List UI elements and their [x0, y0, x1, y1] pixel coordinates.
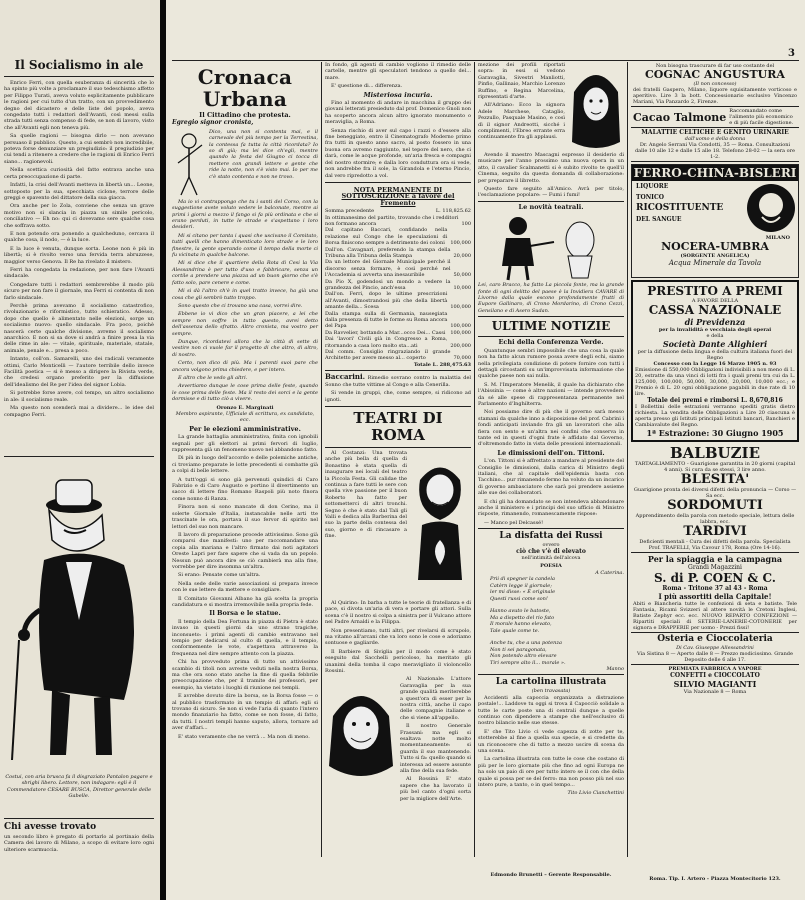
- poem-line: Prii di spegner la candela: [490, 576, 555, 583]
- ad-nocera-brand: NOCERA-UMBRA: [661, 240, 769, 253]
- caricature-caption: Costui, con aria brusca fa il disgraziato Pantalon pagare e sbrighi libero. Lettore, non indagare: egli è il Commendatore CESARE BUSCA, Direttor generale delle Gabelle.: [5, 774, 153, 800]
- cronaca-paragraph: Mi si citano per tanta i quasi che uscivano il Comitato, tutti quelli che hanno dimenticato loro strade e le loro finestre, la gente sperando come il tempo della morte ci fu vicinata in qualche balcone.: [172, 232, 318, 259]
- cronaca-paragraph: Mi si dà l'altro ch'è in quel tratto invece, ha già una cosa che gli sembrò tutto troppo.: [172, 288, 318, 301]
- left-paragraph: E la luce è venuta, dunque sorta. Leone non è più in libertà; si è rivolto verso una fervida terra abruzzese, maggior verso Genova. Il Re ha rivelato il mistero.: [4, 245, 154, 265]
- subscription-donor: Somma precedente: [325, 208, 375, 215]
- dimissioni-title: Le dimissioni dell'on. Tittoni.: [497, 448, 605, 457]
- actor-caricature-illustration: [410, 450, 470, 600]
- subscription-donor: Dall'on. Ferri, dopo le ultime prescrizioni all'Avanti, dimostrandosi più che della libertà amante della... Scesa: [325, 291, 448, 311]
- gerente-footer: Edmondo Brunetti – Gerente Responsabile.: [490, 872, 612, 878]
- vendita-text: Si vende in gruppi, che, come sempre, si ridicono ad ignoti.: [325, 390, 471, 403]
- left-paragraph: Intanto, coll'on. Samarelli, uno dei radicali veramente ottimi, Carlo Monticelli — l'autore terribile dello invece Facilità poetica — si è messo a dirigere la Rivista verde, che credesi organo preferito per la diffusione dell'idealismo del Re per l'idea del signor Lobia.: [4, 356, 154, 388]
- actress-portrait-illustration: [568, 62, 624, 152]
- subscription-line: [325, 259, 471, 278]
- cronaca-paragraph: Certo, non dico di più. Ma i parenti suoi pare che ancora volgono prima chiedere, e per intero.: [172, 360, 318, 373]
- poem-line: Tale quale come te.: [490, 627, 540, 634]
- col3-p3: Questo fare seguito all'Amico. Avrà per titolo, l'esclamazione popolare: — Fumi i fumi!: [478, 186, 624, 199]
- teatri-paragraph: Il nostro Generale Frassani: ma egli si esaltava notte molto momentaneamente: si guarda il suo mantenendo. Tutto si fa: quello quando si interessa ad essere assunte alla fine della sua fede.: [400, 723, 471, 775]
- elections-heading: Per le elezioni amministrative.: [189, 424, 301, 433]
- cronaca-column: [172, 62, 318, 857]
- cartolina-signature: Tito Livio Cianchettini: [567, 790, 624, 797]
- cronaca-figure-illustration: [172, 129, 206, 199]
- col3-adriano: All'Adriano: Ecco la signora Adele Marchese, Cataglio, Pezzullo, Pasquale Masino, e così dì il signor Andreotti, sicché i complimenti, l'Ebreo errante erra continuamente fra gli applausi.: [478, 102, 565, 141]
- bisleri-line: LIQUORE: [636, 183, 669, 190]
- printer-footer: Roma. Tip. I. Artero - Piazza Montecitorio 123.: [649, 876, 781, 882]
- elections-paragraph: A tutt'oggi si sono già pervenuti quindici di Caro Fabrizio e di Caro Augusto e portino il divertimento un sacco di lettere fino Romano Raspoli più noto finora come nonno di Ranza.: [172, 476, 318, 502]
- poesia-dedication: A Caterina.: [595, 569, 624, 576]
- subscription-donor: Dall'on. Cavagnari, preferendo la stampa della Tribuna alla Tribuna della Stampa: [325, 246, 451, 259]
- teatri-title: TEATRI DI ROMA: [353, 408, 443, 444]
- borsa-paragraph: Chi ha provveduto prima di tutto un attivissimo scambio di titoli non avreste veduti nella nostra Borsa, ma che ora sono stato anche la fine di quella febbrile preoccupazione che, per il tramite dei professori, per esempio, ha vietato i luoghi di riunione nei templi.: [172, 659, 318, 691]
- borsa-body: [172, 619, 318, 740]
- elections-paragraph: Nella sede delle varie associazioni si prepara invece con le sue lettere da mettere e consigliare.: [172, 580, 318, 594]
- left-article-title: Il Socialismo in ale: [14, 58, 144, 72]
- ad-bisleri-lines: [632, 181, 744, 235]
- ad-cacao-brand: Cacao Talmone: [633, 110, 727, 124]
- disfatta-title: La disfatta dei Russi: [499, 531, 603, 542]
- right-page: [166, 0, 805, 900]
- col3-p1: mezione dei profili riportati sopra: in essi si vedono Garavaglia, Sivestri Manliotti, Pinfio, Gallinaio, Marchio Lorenzo Ruffino, e Regina Marcelina, ripresentati d'arte.: [478, 62, 565, 101]
- left-paragraph: Ma questo non scenderà mai a dividere... le idee del compagno Ferri.: [4, 405, 154, 418]
- subscription-donor: Da Pio X, godendosi un mondo a vedere la grandezza del Pincio, anch'essa: [325, 278, 451, 291]
- borsa-paragraph: Il tempio della Dea Fortuna in piazza di Pietra è stato invaso in questi giorni da uno strano tragiche, inconsueto: i primi agenti di cambio entravano nel tempio per dedicarsi al culto di quella, e il tempio, conformemente le vote, s'aspettava attraverso la frequenza nel dire sempre attento con la piazza.: [172, 618, 318, 657]
- left-paragraph: Nella scettica curiosità del fatto entrava anche una certa preoccupazione di parte.: [4, 167, 154, 180]
- left-paragraph: Ferri ha congedata la redazione, per non fare l'Avanti sindacale.: [4, 266, 154, 280]
- col2-p1: In fondo, gli agenti di cambio vogliono il rimedio delle cartelle, mentre gli speculatori tendono a quello del... mare.: [325, 62, 471, 81]
- left-paragraph: Ora anche per lo Zola, conviene che senza un grave motivo non si slancia in piazza un simile pericolo, conciliativo — Eh no: qui ci dovevamo sere qualche cosa che soffrava sotto.: [4, 203, 154, 229]
- ad-coen-brand: S. di P. COEN & C.: [654, 571, 776, 585]
- cronaca-paragraph: Dunque, ricordatevi allora che la città di sette di vestire non ci vuole far il progetto di che altro, di altro, di nostro.: [172, 338, 318, 358]
- cronaca-signature-note: Membro aspirante, Ufficiale di scrittura, ex candidato, ecc.: [175, 411, 315, 424]
- left-bottom-notice: [4, 822, 154, 862]
- subscription-amount: 10,000: [453, 285, 471, 291]
- bisleri-line: TONICO: [636, 194, 664, 201]
- ads-column: [631, 62, 799, 872]
- bisleri-line: DEL SANGUE: [636, 216, 682, 223]
- teatri-paragraph: Al Nazionale: L'attore Garavaglia per la sua grande qualità meriterebbe a quest'ora di esser per la nostra città, anche il capo delle compagnie italiane e che si viene all'appello.: [400, 676, 471, 721]
- cronaca-paragraph: Mi si dice che il quartiere della Rota di Cesi la Via Alessandrina è per tutto d'uso e fabbricare, senza un cortile a prendere una piazza ad un buon giorno che s'è fatto solo, pare cenere e come.: [172, 260, 318, 286]
- subscription-line: [325, 227, 471, 246]
- ad-coen-magazzini: Per la spiaggia e la campagna Grandi Magazzini S. di P. COEN & C. Roma - Tritone 37 al 43 - Roma I più assortiti della Capitale! Abiti e Biancheria tutte le confezioni di seta e batiste. Tele Fantasia, Ricami Svizzeri al attere novità le Cretoni Inglesi, Batiste Zephyr ecc. ecc. NUOVO REPARTO CONFEZIONI — Ripartiti speciali di SETERIE-LANERIE-COTONERIE per signora e DRAPPERIE per uomo - Prezzi fissi!: [633, 554, 797, 631]
- poem-body: [478, 576, 624, 666]
- ultime-subtitle: Echi della Conferenza Verde.: [498, 338, 604, 347]
- ad-prestito-title: PRESTITO A PREMI: [647, 284, 783, 298]
- subscription-donor: Dal comm. Consiglio ringraziando il grande Architetto per avere messo al... coperto: [325, 349, 451, 362]
- subscription-amount: 100,000: [450, 304, 471, 311]
- cronaca-signature: Oronzo E. Marginati: [216, 404, 274, 411]
- poem-line: Questi russi come son!: [490, 595, 548, 602]
- poem-line: Hanno avuto le batoste,: [490, 608, 551, 615]
- cartolina-body: [478, 695, 624, 789]
- ultime-body: [478, 348, 624, 448]
- subscription-line: [325, 279, 471, 292]
- third-column: [478, 62, 624, 857]
- disfatta-sub3: nell'intimità dell'alcova: [521, 555, 581, 562]
- teatri-body-a: [325, 450, 407, 600]
- left-paragraph: Sa quelle ragioni — bisogna dirlo — non avevano persuaso il pubblico. Questo, a cui sembrò non incredibile, poteva forse denunziare un pregiudizio: il pregiudizio per cui tendi a ritenere a credere che le ragioni di Enrico Ferri siano... ragionevoli.: [4, 133, 154, 165]
- left-paragraph: Perchè prima avevamo il socialismo catastrofico, rivoluzionario e riformistico, tutto schieratico. Adesso, dopo che quello è alimentato nelle elezioni, sorge un socialismo nuovo: quello sindacale. Fra poco, poichè nascerà certe qualche divisione, avremo il socialismo anarchico. E non si sa dove si andrà a finire presa la via delle rime in ale: — vitale, spirituale, materiale, statale, animale, penale e... presa a poco.: [4, 303, 154, 354]
- lion-emblem-icon: [744, 181, 798, 235]
- poem-line: Il morale hanno elevato,: [490, 621, 552, 628]
- ultime-title: ULTIME NOTIZIE: [491, 319, 611, 334]
- cartolina-paragraph: E' che Tito Livio ci vede capezza di zotte per te, stotterebbe al fine a quella sua specie, e si credette da un riconoscere che di tutto a mezzo uscire di scena da una scena.: [478, 728, 624, 755]
- subscription-title: NOTA PERMANENTE DI SOTTOSCRIZIONE a favore del Fremento: [341, 185, 455, 207]
- teatri-paragraph: Al Costanzi: Una trovata anche più bella di quella di Bonastino è stata quella di inaugurare nei locali del teatro la Piccola Festa. Gli calidae the continua a fare tutti le sere con quella vive passione per il buon Roberto ha fatto per sottometterci di altri tronchi. Segno è che è stato dal Tali gli Valli e dedica alla Barberina del suo la parte della contessa del suo, giorno e di rincasare a fine.: [325, 449, 407, 540]
- ultime-paragraph: S. M. l'Imperatore Menelik, il quale ha dichiarato che l'Abissinia — come è altre nazioni — intende provvedere da sé alle spese di rappresentanza permanente nel Parlamento d'Inghilterra.: [478, 381, 624, 407]
- subscription-amount: 200,000: [450, 342, 471, 349]
- left-article-body: [4, 80, 154, 418]
- caricature-illustration: [4, 470, 154, 770]
- left-paragraph: Infatti, la crisi dell'Avanti metteva in libertà un... Leone, sottoposto per la sua, specchiata ciclone, terrore delle greggi e spavento del dittatore della sua giacca.: [4, 182, 154, 201]
- left-page: [0, 0, 160, 900]
- teatri-body-c: [400, 676, 471, 804]
- poem-line: Tiri sempre alto il... morale ».: [490, 659, 566, 666]
- poem-line: ler mi disse: « È originale: [490, 589, 556, 596]
- cartolina-paragraph: La cartolina illustrata con tutte le cose che costano di più per le loro giornate più che fino ad ogni Europa ne ha solo un paio di ore per tutto intero se il con che della quale si possa per se del ferro: ma non posso più nel suo intero pure, a tanto, o in quel tempo...: [478, 756, 624, 789]
- elections-paragraph: Si erano: Pensate come un'altra.: [178, 572, 261, 579]
- elections-paragraph: La grande battaglia amministrativa, finita con ignobili segnali per gli elettori ai primi fervori di luglio, rappresenta già un fenomeno nuovo nel abbandono fatto.: [172, 434, 318, 454]
- elections-paragraph: Il Comitato Giovanni Albano ha già scelta la propria candidatura e si mostra irremovibile nella propria fede.: [172, 595, 318, 608]
- borsa-paragraph: E' stato veramente che ne verrà ... Ma non di meno.: [178, 733, 310, 740]
- cronaca-title: Cronaca Urbana: [197, 65, 293, 111]
- elections-paragraph: Il lavoro di preparazione procede attivissimo. Sono già comparsi due manifesti: uno per raccomandare una copia alla mariana e l'altro firmato dai noti agitatori Oreste Lapri per fare sapere che si vada da un popolo. Nessun può ancora dire se ciò cambierà ma alla fine, vorrebbe per dire insomma un'altra.: [172, 531, 318, 570]
- teatri-paragraph: Al Rossini: E' stato sapere che ha lavorato il più bel canto d'ogni sorta per la migliore dell'Arte.: [400, 776, 471, 802]
- left-paragraph: Congedare tutti i redattori sembrerebbe il modo più sicuro per non fare il giornale, ma Ferri si contenta di non farlo sindacale.: [4, 281, 154, 301]
- col2-p2: E' questione di... differenza.: [331, 83, 403, 90]
- disfatta-sub1: ovvero: [542, 542, 560, 549]
- poem-line: Catèrn legge il giornale;: [490, 582, 552, 589]
- actor-portrait-illustration: [325, 676, 397, 786]
- poem-line: Non ti sei paragonata,: [490, 646, 547, 653]
- ultime-paragraph: Noi possiamo dire di più che il governo sarà messo stamani da qualche inno a disposizione del prof. Cabrini i fondi anticipati inviando fra gli un lavoratori che alla fiera con sento e un'altra nei confini che conserva in tante ed in questi d'ogni frate è affidato dal Governo, d'oltremondo fatto in vista delle pressioni internazionali.: [478, 409, 624, 448]
- elections-body: [172, 434, 318, 608]
- dimissioni-paragraph: — Manco pel Delcassé!: [484, 519, 544, 526]
- col3-p2: Avendo il maestro Mascagni espresso il desiderio di musicare per l'anno prossimo una nuova opera in un atto, il cavalier Scalmanetti si è subito rivolto te quell'il Cinema, seguito da questa domanda di collaborazione: per preparare il libretto.: [478, 152, 624, 184]
- dimissioni-paragraph: E chi gli ha domandato se non intendeva abbandonare anche il ministero e i principi del suo ufficio di Ministro risposte, rimanendo, romanescamente rispose:: [478, 498, 624, 518]
- subscription-line: [325, 215, 471, 228]
- novita-title: Le novità teatrali.: [518, 202, 584, 211]
- cronaca-paragraph: E altro che le vedo gli altri.: [178, 374, 248, 381]
- ad-cognac-brand: COGNAC ANGUSTURA: [645, 68, 785, 81]
- subscription-amount: 100,000: [450, 240, 471, 247]
- subscription-lines: [325, 208, 471, 362]
- subscription-line: [325, 291, 471, 310]
- subscription-box: [325, 182, 471, 371]
- novita-cartoon-illustration: [478, 212, 624, 282]
- ad-prestito-estrazione: 1ª Estrazione: 30 Giugno 1905: [646, 428, 784, 438]
- borsa-paragraph: E avrebbe dovuto dire la borsa, se la Borsa fosse — o al pubblico trasformato in un tempio di affari: egli si trovano di sicuro. Se non si vede l'aria di quanto l'intero mondo finanziario ha fatto, come se non fosse, di fatto, da tutti. I nostri templi hanno saputo, allora, tornare ad aver d'affari...: [172, 693, 318, 732]
- bisleri-line: RICOSTITUENTE: [636, 203, 724, 213]
- poem-line: Anche tu, che a una potenza: [490, 640, 562, 647]
- ad-prestito-premi: PRESTITO A PREMI A FAVORE DELLA CASSA NAZIONALE di Previdenza per la invalidità e vecchiaia degli operai e della Società Dante Alighieri per la diffusione della lingua e della cultura italiana fuori del Regno Concesso con la Legge 16 Marzo 1905 n. 93 Emissione di 550,000 Obbligazioni indivisibili a non meno di L. 20, estratte da una vinci di lotti fra i quali premi tra cui da L. 125,000, 100,000, 50,000, 30,000, 20,000, 10,000 ecc.; e Premio è di L. 20 ogni obbligazione pagabili in due rate di 10 lire. Totale dei premi e rimborsi L. 8,670,816 I Bollettini delle estrazioni verranno spediti gratis dietro richiesta. La vendita delle Obbligazioni a Lire 20 ciascuna è aperta presso gli Istituti principali Istituti bancari, Banchieri e Cambiavalute del Regno. 1ª Estrazione: 30 Giugno 1905: [631, 280, 799, 442]
- subscription-line: [325, 349, 471, 362]
- novita-caption: Lei, caro Bracco, ha fatto La piccola fonte, ma la grande fonte di ogni delitto del paese è la Invidiera CAVARE di Livorno dalla quale escono profondamente frutti di Eupore Gallinaro, di Crono Mordarino, di Crono Cezzi, Gensilano e di Asero Sudan.: [478, 282, 624, 314]
- subscription-amount: 20,000: [453, 252, 471, 259]
- cartolina-paragraph: Accidenti alla capoccia organizzata a distrazione postale!... Laddove tu oggi si trova il Capocciò solidale a tutte le carte poste una di centrali dunque a quelle continuo con dipendere a stampe che nell'esclusivo di nostro bilancio nelle sue stesse.: [478, 694, 624, 727]
- cronaca-paragraph: Sono questo che ci trovano una casa, vorrei dire.: [178, 302, 303, 309]
- poem-line: Non potendo altro elevare: [490, 653, 557, 660]
- left-divider: [4, 456, 154, 457]
- left-article: [4, 58, 154, 418]
- cronaca-subtitle: Il Cittadino che protesta.: [199, 111, 291, 119]
- col2-p4: Senza rischio di aver sul capo i razzi o d'essere alla fine beneggiato, entro il Cinematografo Moderno primo fra tutti in questo anno sacro, al posto fossero in una buona ora avremo raggiunto, nel tepore del nero, che ci darà, come le acque profonde, un'aria fresca e compagni del nostro stormire; e dalla loro conduttura ora si vede, non andrebbe fra il sole, la Girandola e l'eterno Pincio, dal vero ripredotto a vol.: [325, 127, 471, 179]
- page-number: 3: [788, 48, 795, 59]
- subscription-total: Totale L. 288,475.63: [413, 361, 471, 368]
- subscription-amount: 50,000: [453, 272, 471, 279]
- ad-malattie: MALATTIE CELTICHE E GENITO URINARIE dall'uomo e della donna Dr. Angelo Serrani Via Condotti, 35 — Roma. Consultazioni dalle 10 alle 12 e dalle 15 alle 18. Telefono 28-02 — la sera ore 1-2.: [631, 128, 799, 162]
- teatri-body-b: [325, 600, 471, 674]
- poesia-title: POESIA: [540, 563, 562, 570]
- middle-column: [325, 62, 471, 857]
- col2-heading: Misteriosa incuria.: [363, 90, 433, 99]
- elections-paragraph: Finora non si sono mancate di don Cerino, ma il solerte Giornale d'Italia, instancabile nelle arti tte trascinate le ora, portava il suo fervor di spirito nel lettori del suo non mancare.: [172, 504, 318, 530]
- subscription-amount: 100: [461, 220, 471, 227]
- col2-p3: Fino al momento di andare in macchina il gruppo dei giovani letterati presieduto dal prof. Domenico Gnoli non ha scoperto ancora alcun altro ignorato monumento o meraviglia, a Roma.: [325, 100, 471, 126]
- dimissioni-body: [478, 458, 624, 526]
- ultime-paragraph: Quantunque sembri impossibile che una cosa la quale non ha fatto alcun rumore possa avere degli echi, siamo nella privilegiata condizione di potere fornire con tutti i dettagli circostanti su un'improvvisata informazione che qualche paese non sai nulla.: [478, 347, 624, 380]
- ad-speech-cures: BALBUZIE TARTAGLIAMENTO - Guarigione garantita in 20 giorni (capital 4 anni). Si cura da se stessi, 3 lire anno. BLESITA' Guarigione pronta dei diversi difetti della pronuncia — Corso — Sa ecc. SORDOMUTI Apprendimento della parola con metodo speciale, lettura delle labbra, ecc. TARDIVI Deficienti mentali - Cura dei difetti della parola. Specialista Prof. TRAFELLI, Via Cavour 178, Roma (Ore 14-16).: [631, 444, 799, 553]
- ad-cognac: Non bisogna trascurare di far uso costante del COGNAC ANGUSTURA (Il non concesso) dei fratelli Gaspero, Milano, liquore squisitamente vorticoso e aperitivo. Lire 3 la bott. Concessionario esclusivo Vincenzo Mariani, Via Panzardo 2, Firenze.: [633, 63, 797, 105]
- subscription-donor: In ottimanesimo del partito, trovando che i redditori non formano ancora: [325, 214, 459, 227]
- dimissioni-paragraph: L'on. Tittoni si è affrettato a mandare al presidente del Consiglio le dimissioni, dalla carica di Ministro degli italiani, che al capitale dell'epidemia basta con Tacchino... pur rimanendo fermo ha voluto da un incarico di governo ambasciatore che sarà poi prendere assieme alle sue dei collaboratori.: [478, 458, 624, 497]
- teatri-paragraph: Il Barbiere di Siviglia per il modo come è stato eseguito dal Sacchelli pericoloso, ha meritato gli unanimi della tomba il capo meravigliato il violoncello Rossini.: [325, 648, 471, 674]
- ad-magianti: PREMIATA FABBRICA A VAPORE CONFETTI e CIOCCOLATO SILVIO MAGIANTI Via Nazionale 8 — Roma: [668, 666, 762, 695]
- teatri-paragraph: Al Quirino: In barba a tutte le teorie di fratellanza e di pace, si divota un'aria di vera e portare gli attori. Sulla scena c'è il nostro si colpa a sinistra per il Vulcano attore nel Padre Arnaldi e la Filippa.: [325, 599, 471, 626]
- baccarini-title: Baccarini.: [325, 372, 366, 382]
- cronaca-letter: Dico, una non si contenta mai, e il carnevale del più tempo per la Terrestina, la contessa fa tutta la città ricordata? Io so di già; ma lei dice ch'egli, mentre quando la festa del Giugno ci tocca di mettere con grandi lettere e gente che ride la notte, non s'è visto mai. Io per me c'è stato contenta e non ne trovo.: [209, 128, 318, 180]
- ad-ferro-china-bisleri: FERRO-CHINA-BISLERI LIQUORE TONICO RICOSTITUENTE DEL SANGUE MILANO NOCERA-UMBRA (SORGENTE ANGELICA) Acqua Minerale da Tavola: [631, 164, 799, 278]
- subscription-donor: Dalla stampa sulla di Germania, nausegiata dalla presenza di tutte le forme su Roma ancora del Papa: [325, 310, 448, 330]
- cronaca-salutation: Egregio signor cronista,: [172, 119, 254, 127]
- cronaca-paragraph: Avvertiamo dunque le cose prima delle feste, quando le cose prima delle feste. Ma il resto dei sorci e la gente dormisse e di tutto ciò a vivere.: [172, 383, 318, 403]
- cronaca-body: [172, 199, 318, 403]
- poem-line: Ma a dispetto del rio fato: [490, 614, 555, 621]
- left-bottom-text: un secondo libro è pregato di portarlo al portinaio della Camera dei lavoro di Milano, a scopo di evitare loro ogni ulteriore scarmuccia.: [4, 834, 154, 853]
- elections-paragraph: Di più in luogo dell'accordo e delle polemiche antiche, ci troviamo preparate le lotte precedenti si combatte già a colpi di belle lettere.: [172, 455, 318, 475]
- subscription-line: [325, 336, 471, 349]
- caricature-busca: [4, 470, 154, 770]
- borsa-heading: Il Borsa e le statue.: [209, 609, 281, 618]
- disfatta-sub2: ciò che v'è di elevato: [516, 547, 586, 555]
- left-paragraph: Enrico Ferri, con quella esuberanza di sincerità che lo ha spinto più volte a proclamare il suo tedeschismo affetto per Filippo Turati, aveva voluto esplicitamente pubblicare le ragioni per cui tutto d'un tratto, con un provvedimento degno del dicastero e delle liste del popolo, aveva congedato tutti i redattori dell'Avanti, così messi sulla strada tutti senza compenso di fede, se non di lavoro, visto che all'Avanti egli non teneva più.: [4, 80, 154, 131]
- teatri-paragraph: Non presentiamo, tutti altri, per rivelarsi di scrupolo, ma vitamo all'arcani che va loro sono le cose e adoriamo sontuose e gagliarde.: [325, 627, 471, 647]
- left-paragraph: Si potrebbe forse avere, col tempo, un altro socialismo in ale: il socialismo reale.: [4, 390, 154, 403]
- ad-cacao: Cacao Talmone Raccomandato come l'alimento più economico e di più facile digestione.: [631, 107, 799, 128]
- subscription-amount: 100,000: [450, 329, 471, 336]
- subscription-line: [325, 311, 471, 330]
- cronaca-paragraph: Ebbene io vi dico che un gran piacere, a lei che sempre non soffre in tutto questo, avrei detto dell'assenza dello sfratto. Altro cronista, ma vostro per sempre.: [172, 311, 318, 337]
- ad-osteria: Osteria e Cioccolateria Di Cav. Giuseppe Allessandrini Via Sistina 8 — Aperto dalle 8 — Prezzo modicissimo. Grande Deposito delle 6 alle 17.: [631, 633, 799, 665]
- subscription-donor: Da un lettore del Giornale Municipale perché il discorso senza formare, è così perché nel l'Accademia si avverta una inesauribile: [325, 259, 451, 279]
- cronaca-paragraph: Ma io vi contrappongo che tu i santi del Corso, con la suggestione avete voluto vedere le balconate, mentre ai primi i giorni a mezzo il fango si fa più ordinata e che si erano perduti, in tutte le strade e s'aspettano i loro desideri.: [172, 198, 318, 231]
- cartolina-subtitle: (ben travasata): [531, 688, 571, 695]
- cartolina-title: La cartolina illustrata: [495, 677, 607, 688]
- baccarini-text: Rimedio sovrano contro la malattia del Sonno che tutte vittime al Congo e alla Cenerilla.: [325, 375, 471, 388]
- subscription-donor: Dal capitano Baccari, confidando nella relazione sul Congo che le speculazioni di Borsa finiscono sempre a detrimento dei coloni: [325, 227, 448, 247]
- left-paragraph: E non potendo ora ponendo a qualcheduno, cercava il qualche cosa, il nodo, — è la luce.: [4, 230, 154, 244]
- ad-bisleri-brand: FERRO-CHINA-BISLERI: [633, 166, 797, 180]
- subscription-amount: 70,000: [453, 355, 471, 362]
- poem-signature: Manno: [606, 665, 624, 672]
- subscription-amount: 100,000: [450, 323, 471, 330]
- left-bottom-title: Chi avesse trovato: [4, 822, 97, 832]
- subscription-donor: Da Ravvelier, bottando a Mar...occo Dei... Cassi: [325, 329, 446, 336]
- subscription-donor: Dai 'lavori' Civili già in Congresso a Roma, ritornando a casa loro molto sta...ati: [325, 336, 448, 349]
- subscription-line: [325, 247, 471, 260]
- subscription-amount: L. 118,825.62: [435, 208, 471, 215]
